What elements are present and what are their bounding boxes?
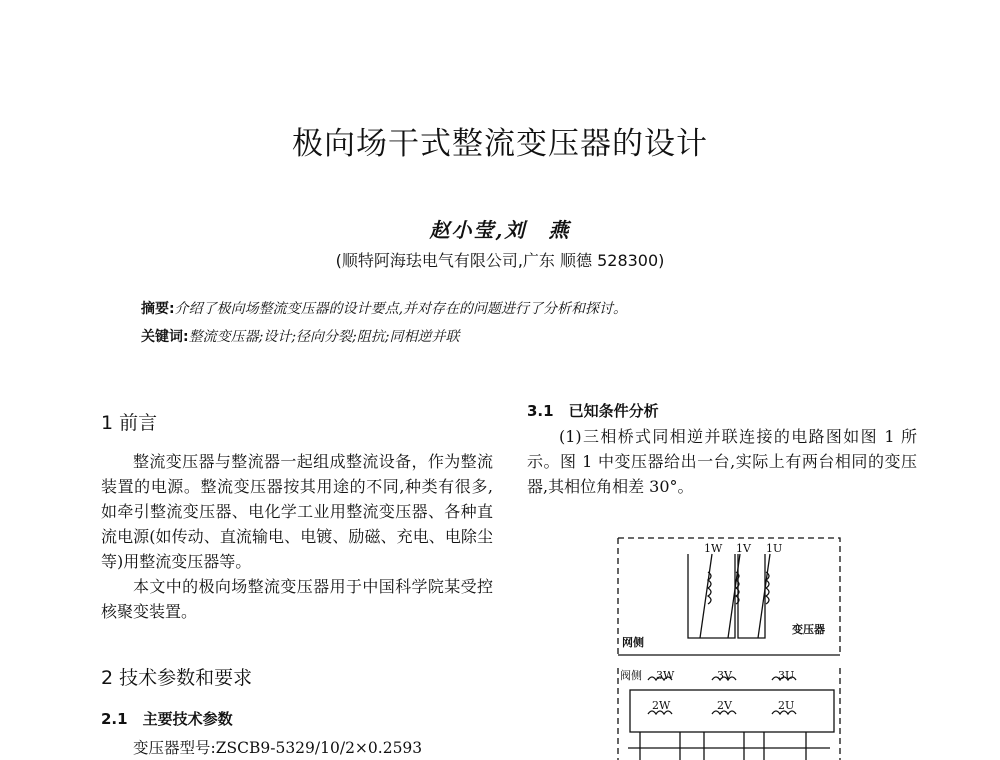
section-1-body [101,449,493,624]
section-3-1-heading: 3.1 已知条件分析 [527,402,659,420]
label-3w: 3W [656,669,675,682]
label-1w: 1W [704,542,723,555]
label-valve-side: 阀侧 [620,669,642,682]
primary-diag-3 [758,554,770,638]
primary-loop-2 [738,554,765,638]
label-3v: 3V [717,669,732,682]
abstract-text: 介绍了极向场整流变压器的设计要点,并对存在的问题进行了分析和探讨。 [174,301,628,317]
primary-diag-1 [700,554,712,638]
abstract [141,298,627,318]
keywords-label: 关键词: [141,329,189,345]
authors: 赵小莹,刘 燕 [429,218,571,242]
output-leads [640,732,806,760]
section-2-1-heading: 2.1 主要技术参数 [101,710,233,728]
keywords [141,326,459,346]
paper-title: 极向场干式整流变压器的设计 [292,126,708,162]
paragraph-3: (1)三相桥式同相逆并联连接的电路图如图 1 所示。图 1 中变压器给出一台,实际上有两台相同的变压器,其相位角相差 30°。 [527,427,917,496]
label-1v: 1V [736,542,751,555]
primary-loop-1 [688,554,735,638]
paragraph-1: 整流变压器与整流器一起组成整流设备，作为整流装置的电源。整流变压器按其用途的不同,种类有很多,如牵引整流变压器、电化学工业用整流变压器、各种直流电源(如传动、直流输电、电镀、励磁、充电、电除尘等)用整流变压器等。 [101,452,493,571]
label-3u: 3U [778,669,795,682]
keywords-text: 整流变压器;设计;径向分裂;阻抗;同相逆并联 [188,329,460,345]
section-2-heading: 2 技术参数和要求 [101,667,253,689]
label-transformer: 变压器 [792,623,825,636]
label-grid-side: 网侧 [622,636,644,649]
label-2w: 2W [652,699,671,712]
figure-1-circuit-diagram [600,530,850,760]
section-1-heading: 1 前言 [101,412,158,434]
affiliation: (顺特阿海珐电气有限公司,广东 顺德 528300) [335,251,665,270]
label-2u: 2U [778,699,795,712]
label-2v: 2V [717,699,732,712]
paragraph-2: 本文中的极向场整流变压器用于中国科学院某受控核聚变装置。 [101,577,493,621]
abstract-label: 摘要: [141,301,175,317]
transformer-model: 变压器型号:ZSCB9-5329/10/2×0.2593 [133,739,423,757]
label-1u: 1U [766,542,783,555]
section-3-1-body [527,424,917,499]
